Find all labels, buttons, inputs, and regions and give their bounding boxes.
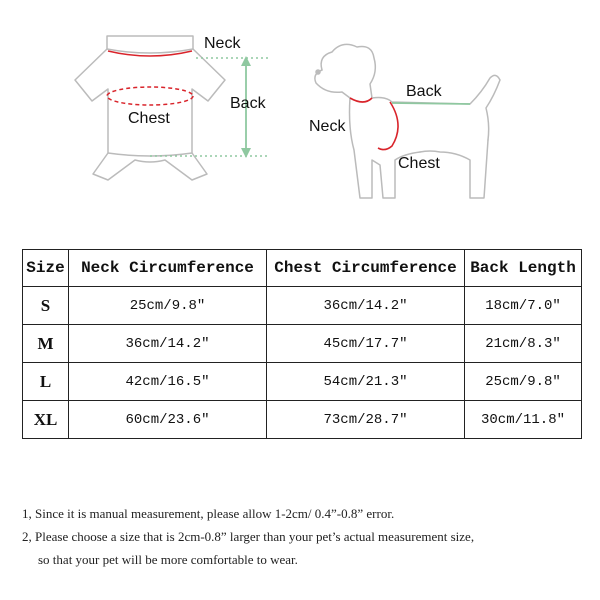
dog-chest-label: Chest [398,155,440,172]
table-row [23,363,582,401]
size-cell: L [23,363,69,401]
size-cell: S [23,287,69,325]
note-line-1: 1, Since it is manual measurement, please allow 1-2cm/ 0.4”-0.8” error. [22,506,395,521]
shirt-chest-label: Chest [128,110,170,127]
size-chart-table [22,249,582,439]
diagram-graphics [0,0,600,230]
neck-cell: 42cm/16.5″ [69,363,267,401]
chest-cell: 54cm/21.3″ [267,363,465,401]
shirt-legs [93,153,207,180]
note-line-3: so that your pet will be more comfortable to wear. [38,552,298,567]
back-cell: 21cm/8.3″ [465,325,582,363]
back-cell: 25cm/9.8″ [465,363,582,401]
table-header-row [23,250,582,287]
arrow-head-down [241,148,251,158]
dog-chest-measure [378,102,398,150]
header-size: Size [23,250,69,287]
dog-snout [315,70,350,98]
dog-head [321,44,375,98]
size-cell: M [23,325,69,363]
table-row [23,401,582,439]
size-cell: XL [23,401,69,439]
note-line-2: 2, Please choose a size that is 2cm-0.8” larger than your pet’s actual measurement size, [22,529,475,544]
back-cell: 18cm/7.0″ [465,287,582,325]
dog-front-leg [350,98,421,198]
table-row [23,287,582,325]
dog-neck-label: Neck [309,118,346,135]
shirt-body [75,49,225,156]
shirt-back-label: Back [230,95,266,112]
dog-back-label: Back [406,83,442,100]
table-row [23,325,582,363]
neck-cell: 36cm/14.2″ [69,325,267,363]
dog-neck-measure [350,98,372,102]
neck-cell: 60cm/23.6″ [69,401,267,439]
measurement-diagram [0,0,600,230]
header-back: Back Length [465,250,582,287]
header-neck: Neck Circumference [69,250,267,287]
back-cell: 30cm/11.8″ [465,401,582,439]
chest-cell: 36cm/14.2″ [267,287,465,325]
chest-cell: 45cm/17.7″ [267,325,465,363]
dog-nose [316,70,320,74]
chest-cell: 73cm/28.7″ [267,401,465,439]
dog-back-measure [392,103,470,104]
shirt-collar-top [107,36,193,53]
shirt-neck-label: Neck [204,35,241,52]
header-chest: Chest Circumference [267,250,465,287]
measurement-notes [22,502,582,571]
neck-cell: 25cm/9.8″ [69,287,267,325]
shirt-chest-measure [107,87,193,105]
